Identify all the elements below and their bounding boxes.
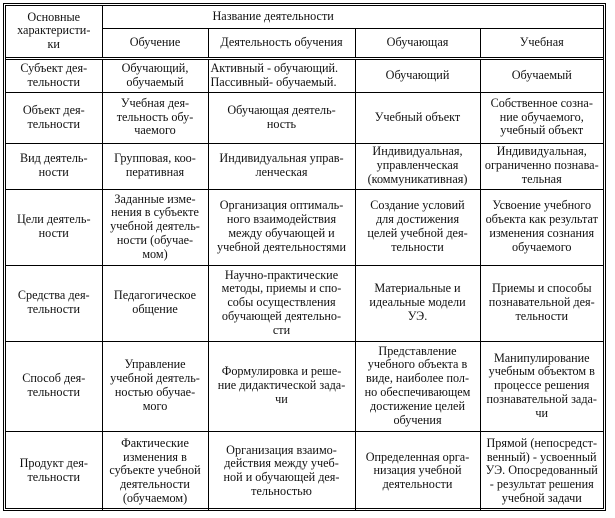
- table-cell: Фактические изменения в субъекте учебной деятельности (обучаемом): [102, 431, 208, 511]
- row-label: Субъект дея- тельности: [6, 58, 102, 92]
- table-cell: Собственное созна- ние обучаемого, учебный объект: [480, 92, 603, 143]
- column-header: Обучение: [102, 28, 208, 58]
- corner-header: Основные характеристи- ки: [6, 6, 102, 58]
- table-cell: Активный - обучающий. Пассивный- обучаемый.: [208, 58, 355, 92]
- header-row-group: [6, 6, 603, 28]
- group-header: Название деятельности: [102, 6, 603, 28]
- table-row: [6, 92, 603, 143]
- row-label: Способ дея- тельности: [6, 341, 102, 431]
- table-cell: Создание условий для достижения целей учебной дея- тельности: [355, 189, 480, 265]
- table-row: [6, 431, 603, 511]
- table-cell: Индивидуальная, управленческая (коммуникативная): [355, 143, 480, 189]
- table-cell: Научно-практические методы, приемы и спо- собы осуществления обучающей деятельно- сти: [208, 265, 355, 341]
- table-cell: Индивидуальная, ограниченно познава- тельная: [480, 143, 603, 189]
- activity-comparison-table: [3, 3, 606, 511]
- table-row: [6, 143, 603, 189]
- table-row: [6, 189, 603, 265]
- column-header: Деятельность обучения: [208, 28, 355, 58]
- table-row: [6, 265, 603, 341]
- table-cell: Представление учебного объекта в виде, наиболее пол- но обеспечивающем достижение целей обучения: [355, 341, 480, 431]
- table-cell: Обучающая деятель- ность: [208, 92, 355, 143]
- row-label: Средства дея- тельности: [6, 265, 102, 341]
- table-cell: Учебная дея- тельность обу- чаемого: [102, 92, 208, 143]
- row-label: Продукт дея- тельности: [6, 431, 102, 511]
- table-cell: Обучаемый: [480, 58, 603, 92]
- table-cell: Определенная орга- низация учебной деятельности: [355, 431, 480, 511]
- column-header: Учебная: [480, 28, 603, 58]
- table-cell: Обучающий, обучаемый: [102, 58, 208, 92]
- table-cell: Манипулирование учебным объектом в процессе решения познавательной зада- чи: [480, 341, 603, 431]
- row-label: Вид деятель- ности: [6, 143, 102, 189]
- table-cell: Организация оптималь- ного взаимодействия между обучающей и учебной деятельностями: [208, 189, 355, 265]
- table-cell: Педагогическое общение: [102, 265, 208, 341]
- table-cell: Управление учебной деятель- ностью обучае- мого: [102, 341, 208, 431]
- table-cell: Прямой (непосредст- венный) - усвоенный УЭ. Опосредованный - результат решения учебной задачи: [480, 431, 603, 511]
- table-row: [6, 341, 603, 431]
- column-header: Обучающая: [355, 28, 480, 58]
- table-cell: Формулировка и реше- ние дидактической зада- чи: [208, 341, 355, 431]
- table-cell: Организация взаимо- действия между учеб- ной и обучающей дея- тельностью: [208, 431, 355, 511]
- row-label: Цели деятель- ности: [6, 189, 102, 265]
- table-row: [6, 58, 603, 92]
- table-cell: Учебный объект: [355, 92, 480, 143]
- row-label: Объект дея- тельности: [6, 92, 102, 143]
- table-cell: Усвоение учебного объекта как результат изменения сознания обучаемого: [480, 189, 603, 265]
- table-cell: Групповая, коо- перативная: [102, 143, 208, 189]
- table-cell: Заданные изме- нения в субъекте учебной деятель- ности (обучае- мом): [102, 189, 208, 265]
- table-cell: Обучающий: [355, 58, 480, 92]
- table-cell: Приемы и способы познавательной дея- тельности: [480, 265, 603, 341]
- table-cell: Индивидуальная управ- ленческая: [208, 143, 355, 189]
- table-cell: Материальные и идеальные модели УЭ.: [355, 265, 480, 341]
- table: [6, 6, 603, 511]
